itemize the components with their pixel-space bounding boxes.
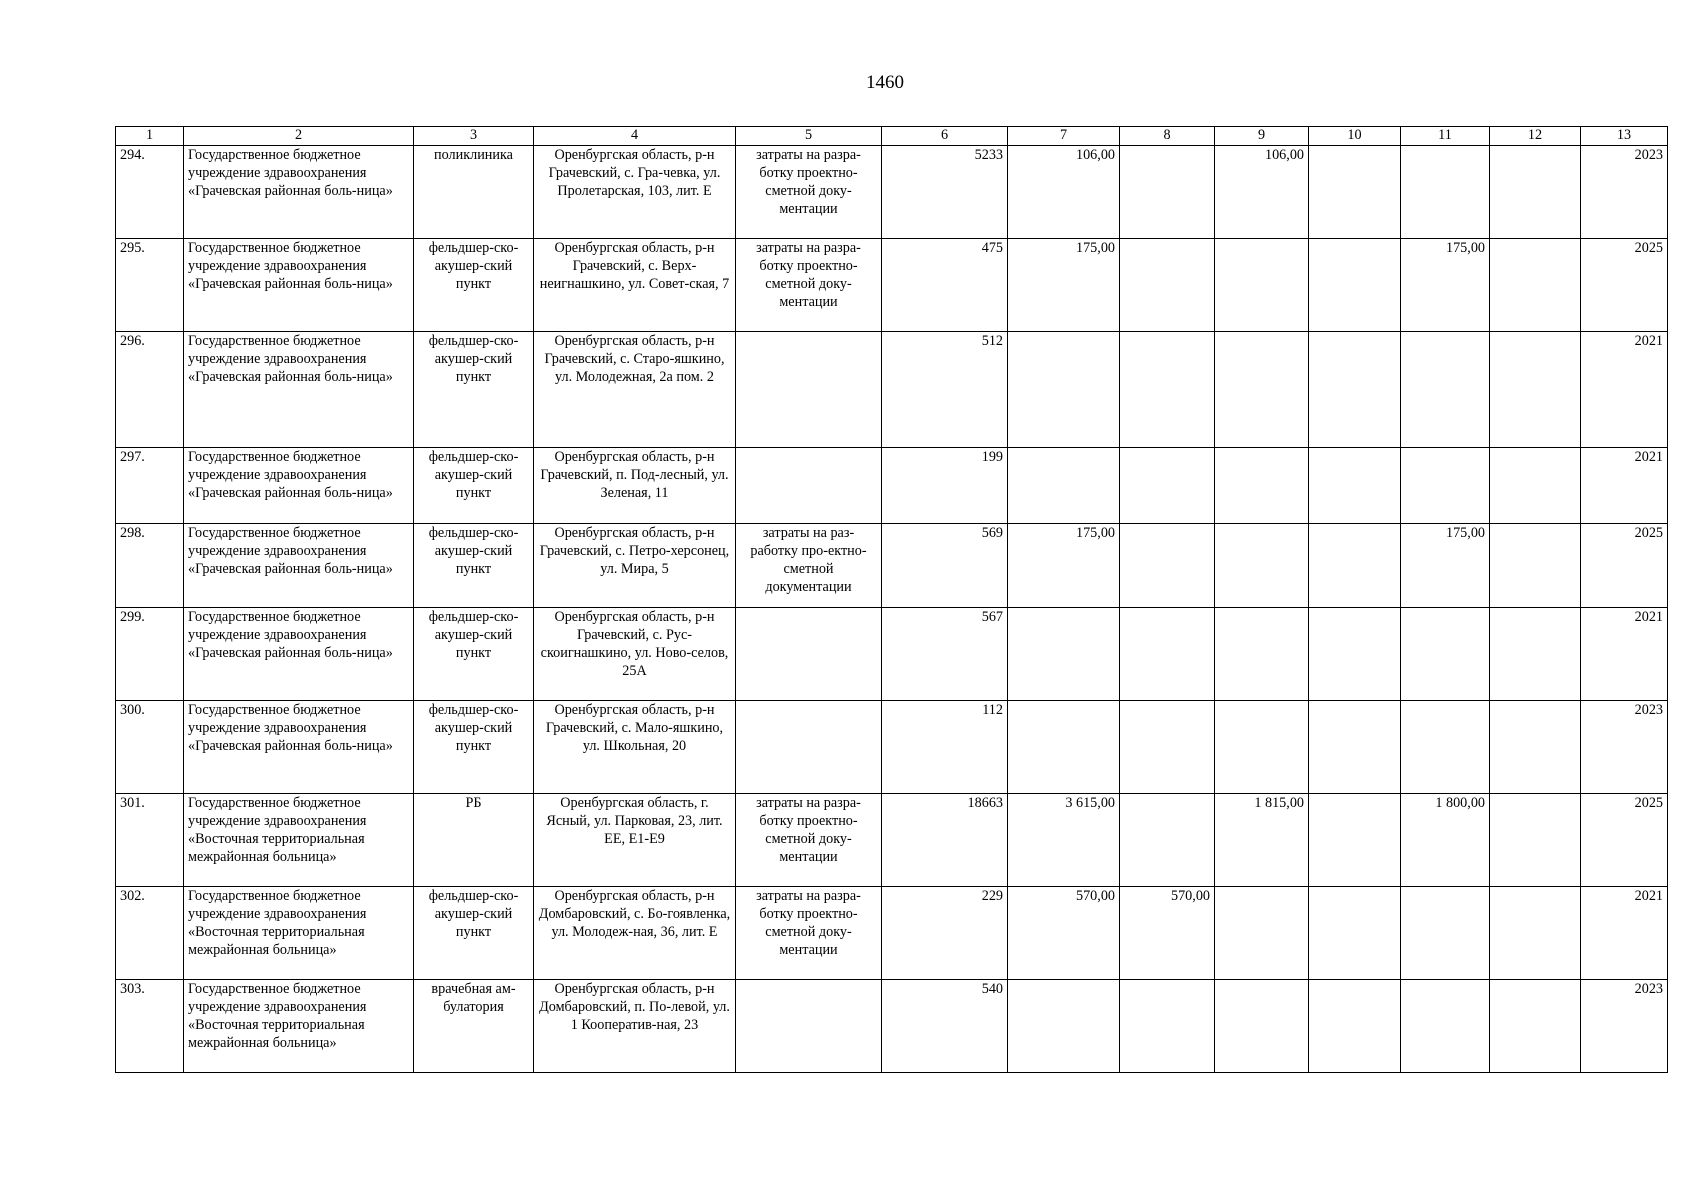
row-number: 300.	[116, 701, 184, 794]
column-header: 7	[1008, 127, 1120, 146]
row-number: 302.	[116, 887, 184, 980]
facility-address: Оренбургская область, р-н Грачевский, с. Верх-неигнашкино, ул. Совет-ская, 7	[534, 239, 736, 332]
cell-col-7	[1008, 980, 1120, 1073]
cell-col-9: 1 815,00	[1215, 794, 1309, 887]
registry-body	[116, 146, 1668, 1073]
cell-col-12	[1490, 146, 1581, 239]
cell-col-9	[1215, 608, 1309, 701]
page-number: 1460	[866, 72, 904, 93]
institution-name: Государственное бюджетное учреждение здравоохранения «Грачевская районная боль-ница»	[184, 448, 414, 524]
cell-col-10	[1309, 980, 1401, 1073]
cell-col-12	[1490, 524, 1581, 608]
column-header: 8	[1120, 127, 1215, 146]
facility-address: Оренбургская область, р-н Грачевский, п. Под-лесный, ул. Зеленая, 11	[534, 448, 736, 524]
cost-note: затраты на разра-ботку проектно-сметной доку-ментации	[736, 887, 882, 980]
cell-col-10	[1309, 887, 1401, 980]
facility-type: фельдшер-ско-акушер-ский пункт	[414, 239, 534, 332]
cell-col-8	[1120, 146, 1215, 239]
cell-col-13: 2025	[1581, 794, 1668, 887]
cell-col-12	[1490, 239, 1581, 332]
cell-col-8	[1120, 448, 1215, 524]
cell-col-12	[1490, 448, 1581, 524]
row-number: 294.	[116, 146, 184, 239]
column-header: 12	[1490, 127, 1581, 146]
institution-name: Государственное бюджетное учреждение здравоохранения «Восточная территориальная межрайонная больница»	[184, 980, 414, 1073]
cell-col-9	[1215, 980, 1309, 1073]
table-row	[116, 448, 1668, 524]
institution-name: Государственное бюджетное учреждение здравоохранения «Грачевская районная боль-ница»	[184, 239, 414, 332]
cell-col-13: 2023	[1581, 146, 1668, 239]
cell-col-12	[1490, 887, 1581, 980]
cell-col-11	[1401, 448, 1490, 524]
table-row	[116, 524, 1668, 608]
cell-col-10	[1309, 701, 1401, 794]
cell-col-10	[1309, 146, 1401, 239]
cell-col-10	[1309, 608, 1401, 701]
cell-col-9	[1215, 332, 1309, 448]
facility-address: Оренбургская область, г. Ясный, ул. Парковая, 23, лит. ЕЕ, Е1-Е9	[534, 794, 736, 887]
facility-address: Оренбургская область, р-н Грачевский, с. Гра-чевка, ул. Пролетарская, 103, лит. Е	[534, 146, 736, 239]
cell-col-13: 2023	[1581, 980, 1668, 1073]
facility-type: РБ	[414, 794, 534, 887]
facility-address: Оренбургская область, р-н Домбаровский, п. По-левой, ул. 1 Кооператив-ная, 23	[534, 980, 736, 1073]
cell-col-7: 3 615,00	[1008, 794, 1120, 887]
facility-type: поликлиника	[414, 146, 534, 239]
cell-col-11	[1401, 608, 1490, 701]
cell-col-6: 569	[882, 524, 1008, 608]
cell-col-6: 229	[882, 887, 1008, 980]
cell-col-9	[1215, 524, 1309, 608]
cell-col-12	[1490, 332, 1581, 448]
facility-type: фельдшер-ско-акушер-ский пункт	[414, 887, 534, 980]
cell-col-12	[1490, 608, 1581, 701]
table-row	[116, 701, 1668, 794]
cell-col-8	[1120, 524, 1215, 608]
cell-col-7: 570,00	[1008, 887, 1120, 980]
cell-col-12	[1490, 980, 1581, 1073]
column-header: 11	[1401, 127, 1490, 146]
header-row	[116, 127, 1668, 146]
cell-col-8	[1120, 980, 1215, 1073]
table-row	[116, 608, 1668, 701]
cell-col-6: 512	[882, 332, 1008, 448]
cell-col-11: 175,00	[1401, 524, 1490, 608]
column-header: 1	[116, 127, 184, 146]
cost-note	[736, 701, 882, 794]
cell-col-13: 2023	[1581, 701, 1668, 794]
facility-address: Оренбургская область, р-н Домбаровский, с. Бо-гоявленка, ул. Молодеж-ная, 36, лит. Е	[534, 887, 736, 980]
cell-col-7: 106,00	[1008, 146, 1120, 239]
cell-col-13: 2021	[1581, 887, 1668, 980]
cell-col-7: 175,00	[1008, 524, 1120, 608]
cell-col-12	[1490, 794, 1581, 887]
cell-col-9	[1215, 239, 1309, 332]
cell-col-7	[1008, 448, 1120, 524]
cell-col-8	[1120, 794, 1215, 887]
facility-type: фельдшер-ско-акушер-ский пункт	[414, 608, 534, 701]
row-number: 303.	[116, 980, 184, 1073]
cell-col-11	[1401, 146, 1490, 239]
cell-col-13: 2021	[1581, 448, 1668, 524]
row-number: 298.	[116, 524, 184, 608]
cell-col-13: 2021	[1581, 608, 1668, 701]
cell-col-12	[1490, 701, 1581, 794]
cell-col-6: 567	[882, 608, 1008, 701]
cell-col-6: 18663	[882, 794, 1008, 887]
column-header: 5	[736, 127, 882, 146]
institution-name: Государственное бюджетное учреждение здравоохранения «Восточная территориальная межрайонная больница»	[184, 794, 414, 887]
cell-col-13: 2021	[1581, 332, 1668, 448]
column-header: 4	[534, 127, 736, 146]
registry-table	[115, 126, 1668, 1073]
cell-col-9: 106,00	[1215, 146, 1309, 239]
cost-note	[736, 980, 882, 1073]
row-number: 299.	[116, 608, 184, 701]
facility-address: Оренбургская область, р-н Грачевский, с. Мало-яшкино, ул. Школьная, 20	[534, 701, 736, 794]
column-header: 6	[882, 127, 1008, 146]
cell-col-9	[1215, 887, 1309, 980]
facility-type: фельдшер-ско-акушер-ский пункт	[414, 701, 534, 794]
row-number: 295.	[116, 239, 184, 332]
cost-note	[736, 608, 882, 701]
cell-col-6: 475	[882, 239, 1008, 332]
cell-col-11	[1401, 887, 1490, 980]
facility-address: Оренбургская область, р-н Грачевский, с. Рус-скоигнашкино, ул. Ново-селов, 25А	[534, 608, 736, 701]
table-row	[116, 794, 1668, 887]
row-number: 297.	[116, 448, 184, 524]
cell-col-6: 112	[882, 701, 1008, 794]
cost-note: затраты на раз-работку про-ектно-сметной документации	[736, 524, 882, 608]
table-row	[116, 146, 1668, 239]
cell-col-9	[1215, 448, 1309, 524]
cell-col-13: 2025	[1581, 239, 1668, 332]
facility-address: Оренбургская область, р-н Грачевский, с. Старо-яшкино, ул. Молодежная, 2а пом. 2	[534, 332, 736, 448]
cell-col-7	[1008, 701, 1120, 794]
facility-type: фельдшер-ско-акушер-ский пункт	[414, 524, 534, 608]
cell-col-8	[1120, 332, 1215, 448]
cell-col-8	[1120, 701, 1215, 794]
column-header: 13	[1581, 127, 1668, 146]
table-row	[116, 332, 1668, 448]
institution-name: Государственное бюджетное учреждение здравоохранения «Грачевская районная боль-ница»	[184, 524, 414, 608]
cell-col-8	[1120, 608, 1215, 701]
column-header: 3	[414, 127, 534, 146]
cell-col-10	[1309, 524, 1401, 608]
cell-col-8: 570,00	[1120, 887, 1215, 980]
cell-col-7: 175,00	[1008, 239, 1120, 332]
cost-note	[736, 332, 882, 448]
cell-col-10	[1309, 794, 1401, 887]
cost-note: затраты на разра-ботку проектно-сметной доку-ментации	[736, 794, 882, 887]
cell-col-10	[1309, 448, 1401, 524]
cell-col-9	[1215, 701, 1309, 794]
cost-note: затраты на разра-ботку проектно-сметной доку-ментации	[736, 239, 882, 332]
column-header: 10	[1309, 127, 1401, 146]
cell-col-6: 540	[882, 980, 1008, 1073]
institution-name: Государственное бюджетное учреждение здравоохранения «Грачевская районная боль-ница»	[184, 332, 414, 448]
cell-col-11: 175,00	[1401, 239, 1490, 332]
cell-col-11	[1401, 701, 1490, 794]
cell-col-7	[1008, 332, 1120, 448]
row-number: 296.	[116, 332, 184, 448]
facility-address: Оренбургская область, р-н Грачевский, с. Петро-херсонец, ул. Мира, 5	[534, 524, 736, 608]
institution-name: Государственное бюджетное учреждение здравоохранения «Грачевская районная боль-ница»	[184, 608, 414, 701]
institution-name: Государственное бюджетное учреждение здравоохранения «Восточная территориальная межрайонная больница»	[184, 887, 414, 980]
table-row	[116, 239, 1668, 332]
table-row	[116, 887, 1668, 980]
cell-col-11	[1401, 332, 1490, 448]
table-row	[116, 980, 1668, 1073]
facility-type: врачебная ам-булатория	[414, 980, 534, 1073]
cell-col-7	[1008, 608, 1120, 701]
cell-col-8	[1120, 239, 1215, 332]
row-number: 301.	[116, 794, 184, 887]
cost-note	[736, 448, 882, 524]
column-header: 2	[184, 127, 414, 146]
facility-type: фельдшер-ско-акушер-ский пункт	[414, 448, 534, 524]
cost-note: затраты на разра-ботку проектно-сметной доку-ментации	[736, 146, 882, 239]
cell-col-10	[1309, 239, 1401, 332]
cell-col-11	[1401, 980, 1490, 1073]
cell-col-6: 5233	[882, 146, 1008, 239]
cell-col-11: 1 800,00	[1401, 794, 1490, 887]
facility-type: фельдшер-ско-акушер-ский пункт	[414, 332, 534, 448]
institution-name: Государственное бюджетное учреждение здравоохранения «Грачевская районная боль-ница»	[184, 146, 414, 239]
cell-col-13: 2025	[1581, 524, 1668, 608]
column-header: 9	[1215, 127, 1309, 146]
institution-name: Государственное бюджетное учреждение здравоохранения «Грачевская районная боль-ница»	[184, 701, 414, 794]
cell-col-10	[1309, 332, 1401, 448]
cell-col-6: 199	[882, 448, 1008, 524]
